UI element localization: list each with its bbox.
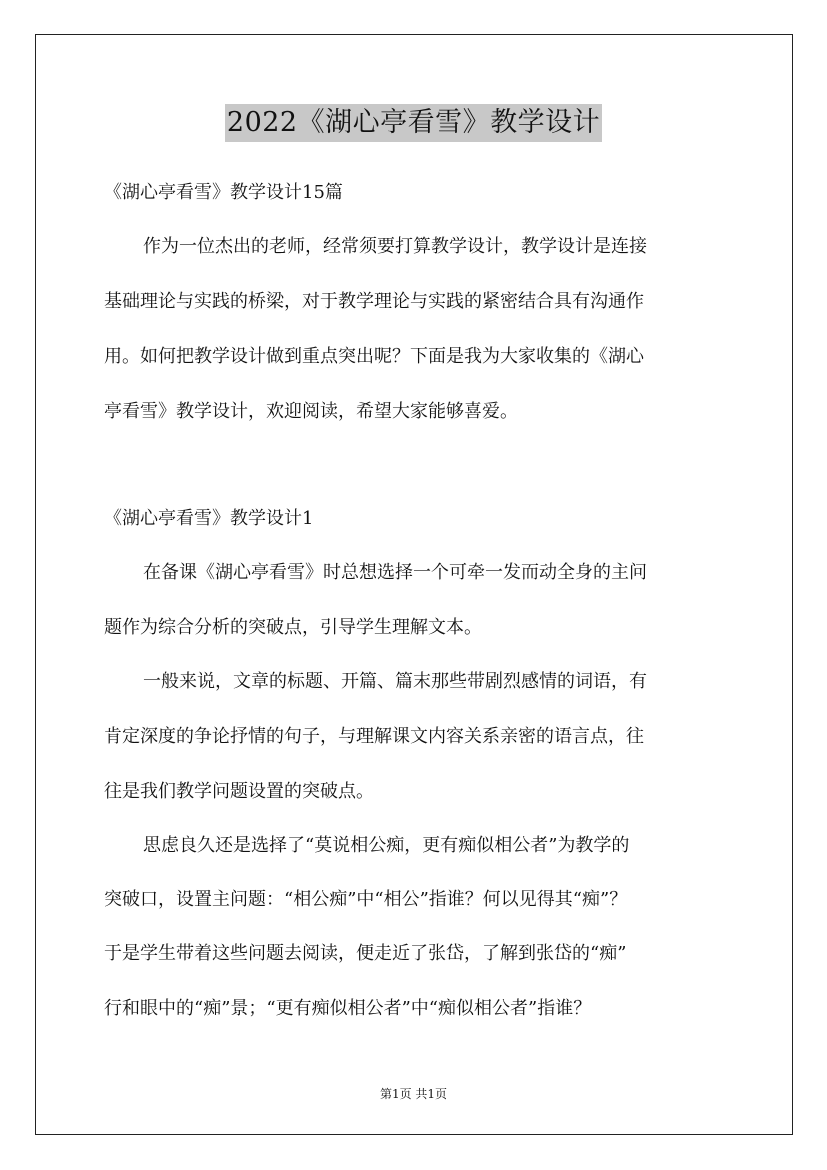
page-footer: 第1页 共1页 bbox=[379, 1087, 448, 1101]
body-line: 于是学生带着这些问题去阅读，便走近了张岱，了解到张岱的“痴” bbox=[104, 943, 627, 964]
body-line: 肯定深度的争论抒情的句子，与理解课文内容关系亲密的语言点，往 bbox=[104, 726, 644, 747]
body-line: 行和眼中的“痴”景；“更有痴似相公者”中“痴似相公者”指谁？ bbox=[104, 998, 592, 1019]
body-line: 在备课《湖心亭看雪》时总想选择一个可牵一发而动全身的主问 bbox=[143, 562, 647, 583]
body-line: 一般来说，文章的标题、开篇、篇末那些带剧烈感情的词语，有 bbox=[143, 671, 647, 692]
body-line: 题作为综合分析的突破点，引导学生理解文本。 bbox=[104, 617, 482, 638]
section-heading: 《湖心亭看雪》教学设计1 bbox=[104, 508, 314, 529]
document-subtitle: 《湖心亭看雪》教学设计15篇 bbox=[104, 182, 343, 203]
document-title: 2022《湖心亭看雪》教学设计 bbox=[225, 104, 602, 142]
intro-line: 作为一位杰出的老师，经常须要打算教学设计，教学设计是连接 bbox=[143, 236, 647, 257]
body-line: 往是我们教学问题设置的突破点。 bbox=[104, 781, 374, 802]
body-line: 思虑良久还是选择了“莫说相公痴，更有痴似相公者”为教学的 bbox=[143, 835, 630, 856]
intro-line: 亭看雪》教学设计，欢迎阅读，希望大家能够喜爱。 bbox=[104, 401, 518, 422]
title-container bbox=[0, 104, 827, 142]
intro-line: 基础理论与实践的桥梁，对于教学理论与实践的紧密结合具有沟通作 bbox=[104, 291, 644, 312]
body-line: 突破口，设置主问题：“相公痴”中“相公”指谁？何以见得其“痴”？ bbox=[104, 889, 628, 910]
intro-line: 用。如何把教学设计做到重点突出呢？下面是我为大家收集的《湖心 bbox=[104, 346, 644, 367]
